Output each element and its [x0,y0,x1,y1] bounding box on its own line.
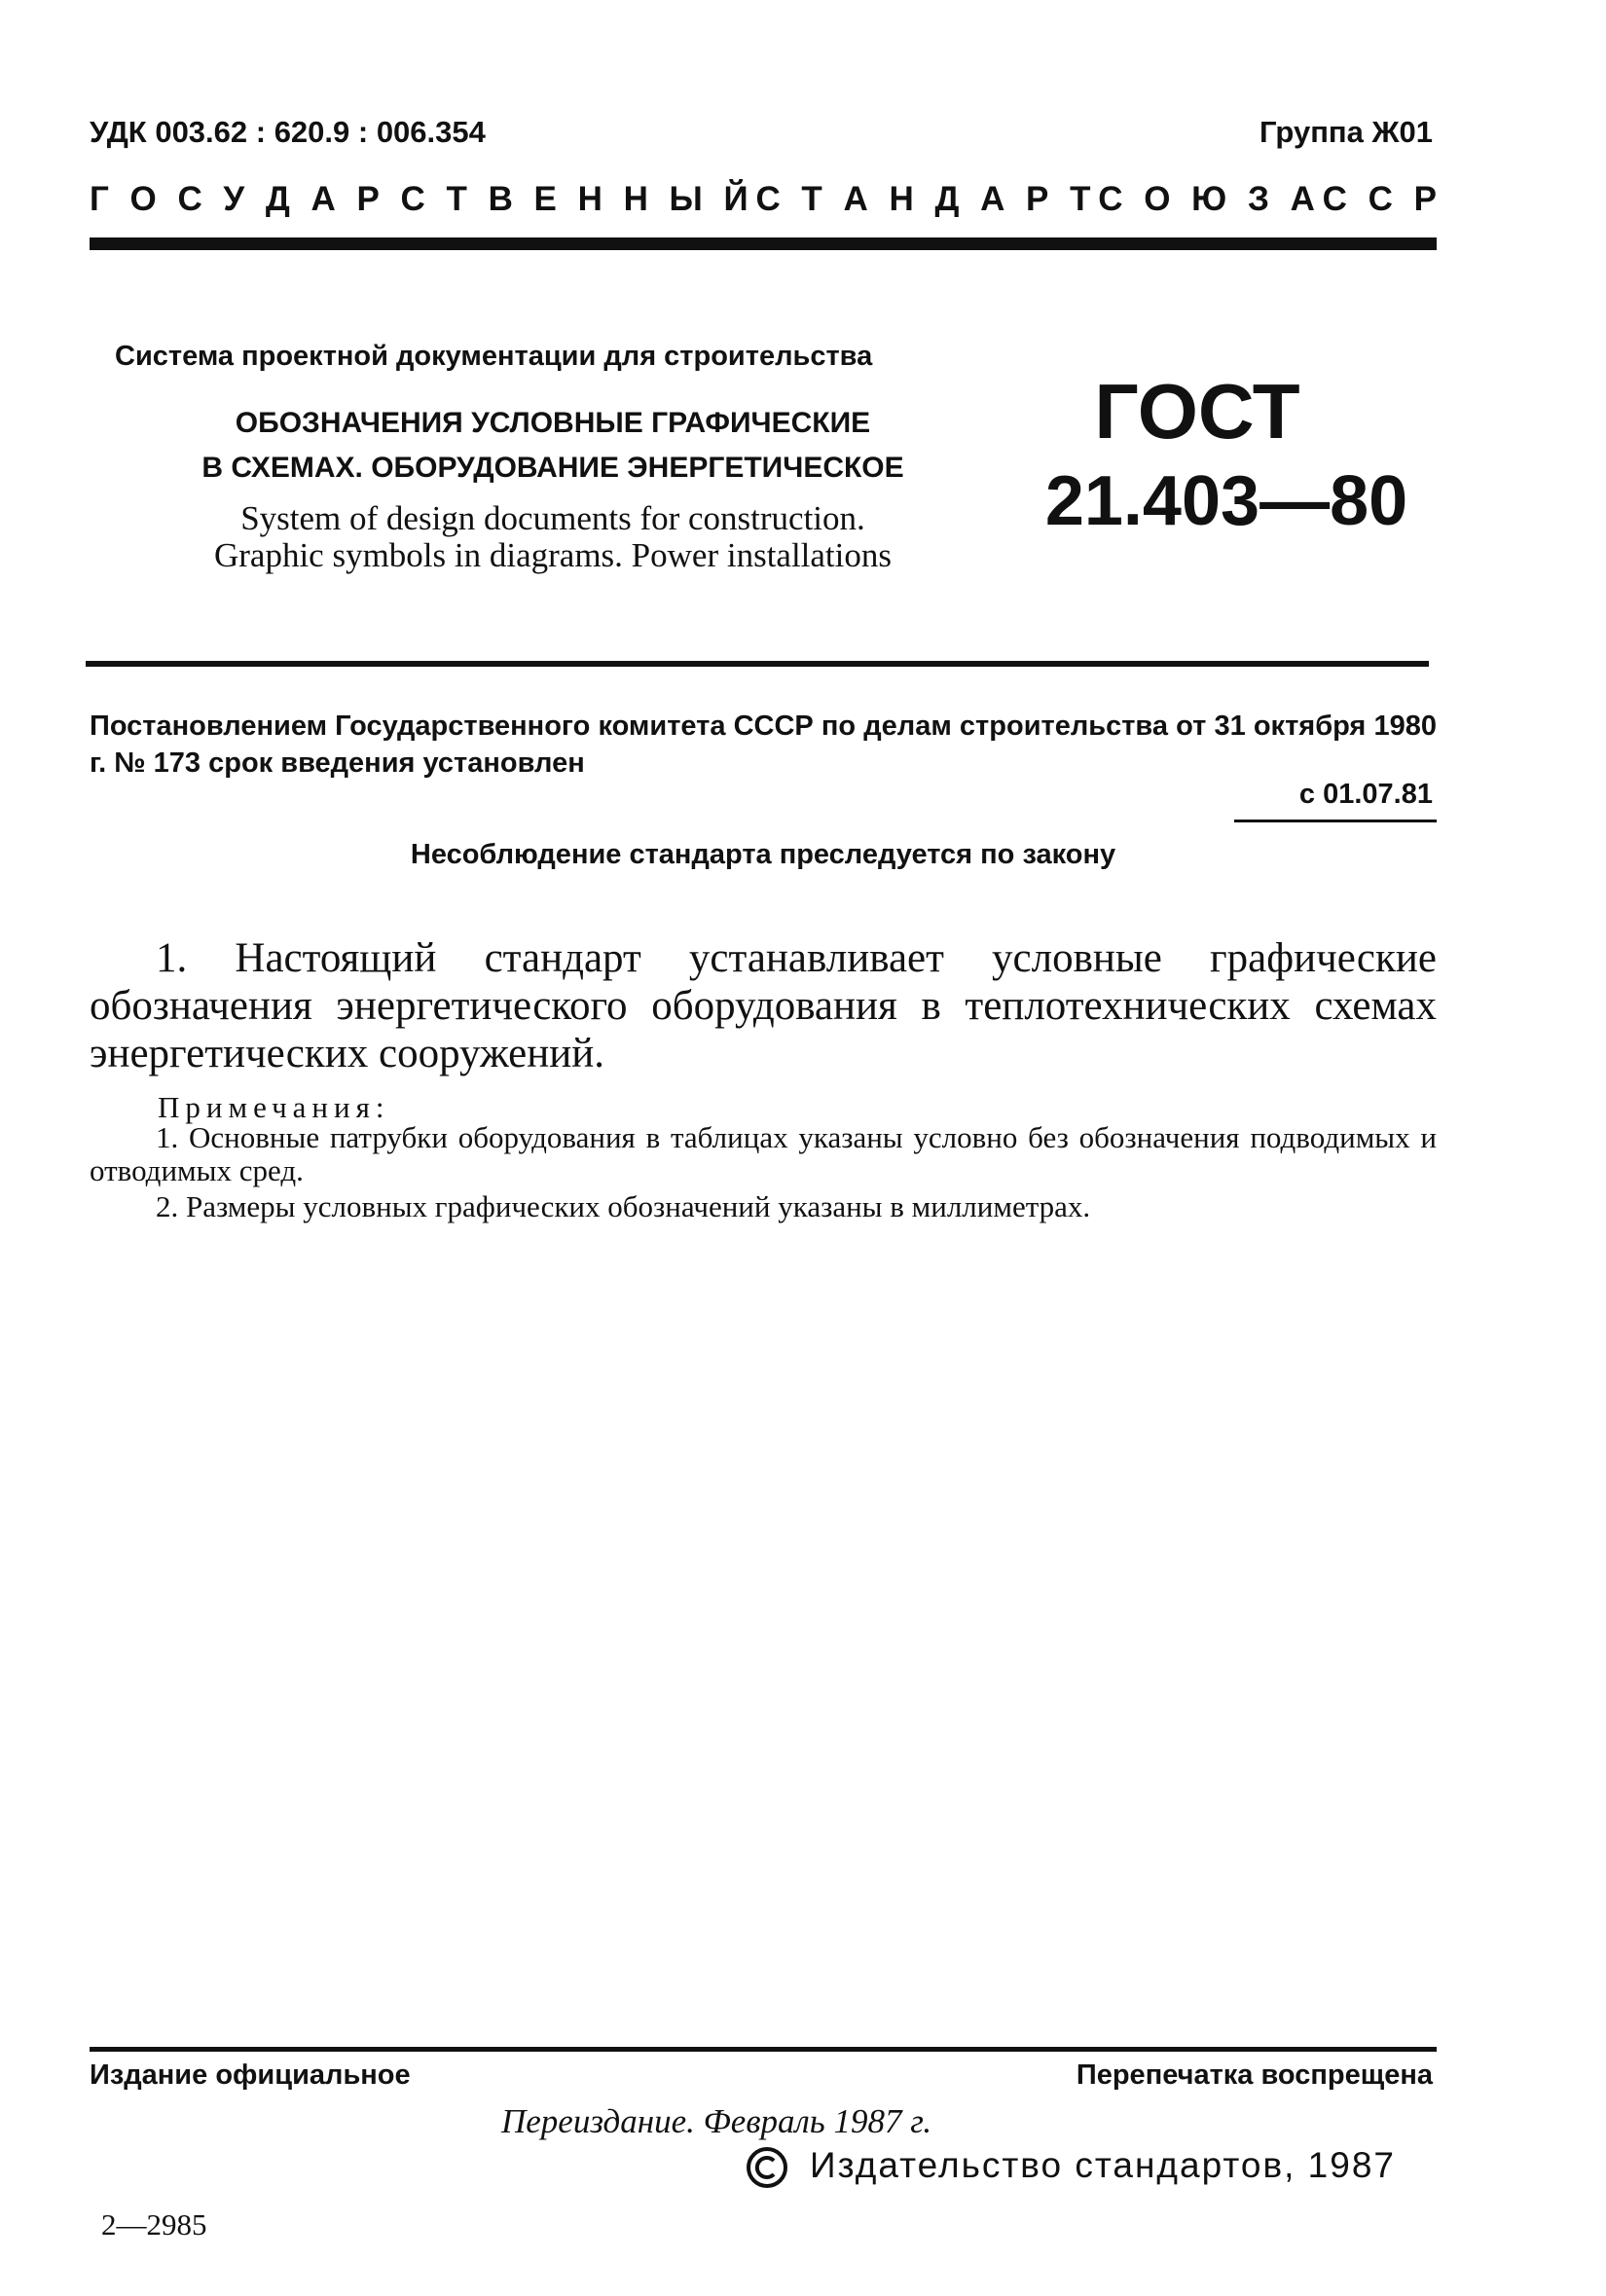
note-2: 2. Размеры условных графических обозначений указаны в миллиметрах. [156,1189,1091,1223]
notes-heading: Примечания: [158,1090,390,1124]
document-title [115,401,991,491]
english-title-line: Graphic symbols in diagrams. Power installations [213,536,893,574]
udk-code: УДК 003.62 : 620.9 : 006.354 [90,115,486,149]
date-underline [1234,820,1437,822]
reprint-prohibited: Перепечатка воспрещена [1076,2059,1433,2091]
banner-word: Г О С У Д А Р С Т В Е Н Н Ы Й [90,180,748,218]
banner-word: С Т А Н Д А Р Т [755,180,1091,218]
introduction-date: с 01.07.81 [1298,779,1433,810]
reissue-note: Переиздание. Февраль 1987 г. [501,2102,932,2140]
title-line: В СХЕМАХ. ОБОРУДОВАНИЕ ЭНЕРГЕТИЧЕСКОЕ [201,452,904,484]
gost-number: 21.403—80 [1044,462,1408,540]
state-standard-banner [90,180,1437,219]
official-edition: Издание официальное [90,2059,411,2091]
system-title: Система проектной документации для строительства [115,341,873,372]
title-line: ОБОЗНАЧЕНИЯ УСЛОВНЫЕ ГРАФИЧЕСКИЕ [235,407,871,439]
title-rule [86,661,1429,667]
english-title [115,500,991,574]
footer-rule [90,2047,1437,2052]
header-rule [90,237,1437,250]
decree-text: Постановлением Государственного комитета СССР по делам строительства от 31 октября 1980 г. № 173 срок введения установлен [90,711,1437,779]
english-title-line: System of design documents for construction. [240,499,865,537]
order-number: 2—2985 [101,2207,207,2241]
classification-group: Группа Ж01 [1259,115,1433,149]
violation-notice: Несоблюдение стандарта преследуется по закону [410,839,1116,870]
publisher: Издательство стандартов, 1987 [810,2145,1396,2185]
banner-word: С О Ю З А [1098,180,1315,218]
clause-1: 1. Настоящий стандарт устанавливает условные графические обозначения энергетического оборудования в теплотехнических схемах энергетических сооружений. [90,935,1437,1076]
gost-label: ГОСТ [1094,368,1300,455]
banner-word: С С Р [1322,180,1437,218]
copyright-icon [746,2146,788,2189]
note-1: 1. Основные патрубки оборудования в таблицах указаны условно без обозначения подводимых и отводимых сред. [90,1120,1437,1187]
